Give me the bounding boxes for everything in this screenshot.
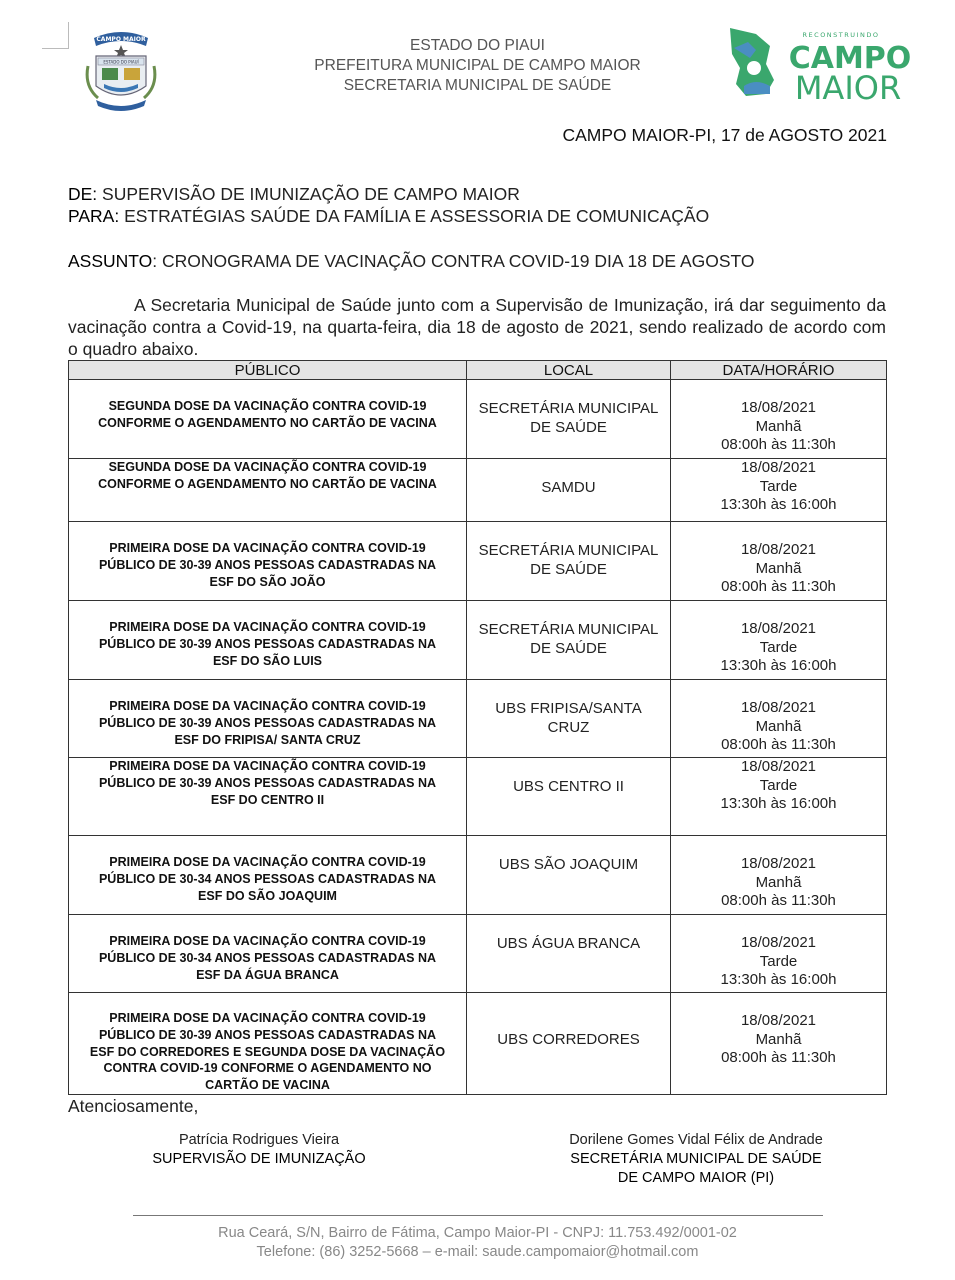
- cell-publico: [69, 601, 467, 680]
- publico-line: PRIMEIRA DOSE DA VACINAÇÃO CONTRA COVID-19: [109, 1011, 426, 1025]
- cell-date: 18/08/2021: [740, 699, 817, 716]
- local-line: UBS CENTRO II: [513, 778, 624, 795]
- cell-publico: [69, 836, 467, 915]
- header-state: ESTADO DO PIAUI: [410, 37, 545, 54]
- de-line: [68, 184, 520, 205]
- cell-local: [467, 915, 671, 993]
- publico-line: ESF DO SÃO JOÃO: [209, 574, 326, 589]
- local-line: SAMDU: [541, 479, 596, 496]
- cell-time: 13:30h às 16:00h: [720, 496, 837, 513]
- document-date: CAMPO MAIOR-PI, 17 de AGOSTO 2021: [562, 125, 887, 145]
- table-row: [69, 380, 887, 459]
- publico-line: CONFORME O AGENDAMENTO NO CARTÃO DE VACINA: [98, 415, 437, 430]
- publico-line: PRIMEIRA DOSE DA VACINAÇÃO CONTRA COVID-19: [109, 855, 426, 869]
- cell-period: Tarde: [759, 477, 798, 495]
- publico-line: ESF DA ÁGUA BRANCA: [196, 967, 339, 982]
- header-data-horario: DATA/HORÁRIO: [671, 361, 887, 380]
- local-line: SECRETÁRIA MUNICIPAL: [478, 621, 659, 638]
- table-row: [69, 601, 887, 680]
- table-header-row: [69, 361, 887, 380]
- cell-time: 08:00h às 11:30h: [721, 736, 836, 753]
- cell-date: 18/08/2021: [740, 758, 817, 775]
- cell-publico: [69, 680, 467, 758]
- publico-line: ESF DO CENTRO II: [210, 792, 325, 807]
- signature-name: Patrícia Rodrigues Vieira: [178, 1132, 340, 1148]
- local-line: DE SAÚDE: [530, 561, 607, 578]
- cell-publico: [69, 380, 467, 459]
- publico-line: CONTRA COVID-19 CONFORME O AGENDAMENTO NO: [103, 1061, 432, 1076]
- vaccination-schedule-table: [68, 360, 887, 1095]
- assunto-label: ASSUNTO: [68, 251, 153, 271]
- cell-data-horario: [671, 993, 887, 1095]
- local-line: CRUZ: [547, 719, 590, 736]
- publico-line: PÚBLICO DE 30-39 ANOS PESSOAS CADASTRADAS NA: [98, 557, 437, 572]
- publico-line: CARTÃO DE VACINA: [205, 1078, 330, 1093]
- cell-period: Tarde: [759, 952, 798, 970]
- publico-line: PÚBLICO DE 30-39 ANOS PESSOAS CADASTRADAS NA: [98, 1027, 437, 1042]
- para-line: [68, 206, 709, 227]
- local-line: DE SAÚDE: [530, 640, 607, 657]
- footer-contact: Telefone: (86) 3252-5668 – e-mail: saude.campomaior@hotmail.com: [256, 1244, 699, 1260]
- cell-date: 18/08/2021: [740, 541, 817, 558]
- publico-line: PRIMEIRA DOSE DA VACINAÇÃO CONTRA COVID-19: [109, 759, 426, 773]
- publico-line: PRIMEIRA DOSE DA VACINAÇÃO CONTRA COVID-19: [109, 934, 426, 948]
- cell-publico: [69, 459, 467, 522]
- cell-period: Manhã: [755, 417, 802, 435]
- cell-data-horario: [671, 459, 887, 522]
- para-value: ESTRATÉGIAS SAÚDE DA FAMÍLIA E ASSESSORIA DE COMUNICAÇÃO: [119, 206, 710, 226]
- cell-local: [467, 380, 671, 459]
- table-row: [69, 993, 887, 1095]
- closing: Atenciosamente,: [68, 1096, 199, 1116]
- cell-data-horario: [671, 836, 887, 915]
- cell-date: 18/08/2021: [740, 399, 817, 416]
- body-text: A Secretaria Municipal de Saúde junto com a Supervisão de Imunização, irá dar seguimento da vacinação contra a Covid-19, na quarta-feira, dia 18 de agosto de 2021, sendo realizado de acordo com o quadro abaixo.: [68, 295, 886, 359]
- cell-period: Tarde: [759, 776, 798, 794]
- logo-word-maior: MAIOR: [794, 69, 902, 104]
- cell-date: 18/08/2021: [740, 855, 817, 872]
- logo-word-campo: CAMPO: [788, 41, 912, 76]
- footer-divider: [133, 1215, 823, 1216]
- cell-local: [467, 758, 671, 836]
- publico-line: ESF DO CORREDORES E SEGUNDA DOSE DA VACINAÇÃO: [89, 1044, 446, 1059]
- cell-date: 18/08/2021: [740, 620, 817, 637]
- para-label: PARA:: [68, 206, 120, 226]
- table-row: [69, 836, 887, 915]
- cell-period: Manhã: [755, 559, 802, 577]
- signature-role: DE CAMPO MAIOR (PI): [617, 1170, 775, 1186]
- cell-local: [467, 601, 671, 680]
- local-line: DE SAÚDE: [530, 419, 607, 436]
- local-line: UBS CORREDORES: [497, 1031, 640, 1048]
- publico-line: ESF DO FRIPISA/ SANTA CRUZ: [174, 732, 361, 747]
- cell-period: Manhã: [755, 1030, 802, 1048]
- local-line: SECRETÁRIA MUNICIPAL: [478, 542, 659, 559]
- publico-line: PÚBLICO DE 30-39 ANOS PESSOAS CADASTRADAS NA: [98, 775, 437, 790]
- assunto-value: : CRONOGRAMA DE VACINAÇÃO CONTRA COVID-19 DIA 18 DE AGOSTO: [152, 251, 755, 271]
- publico-line: SEGUNDA DOSE DA VACINAÇÃO CONTRA COVID-19: [108, 460, 427, 474]
- header-local: LOCAL: [467, 361, 671, 380]
- logo-small-text: RECONSTRUINDO: [802, 31, 880, 39]
- cell-date: 18/08/2021: [740, 934, 817, 951]
- publico-line: ESF DO SÃO LUIS: [212, 653, 323, 668]
- publico-line: PÚBLICO DE 30-39 ANOS PESSOAS CADASTRADAS NA: [98, 636, 437, 651]
- publico-line: ESF DO SÃO JOAQUIM: [198, 888, 337, 903]
- cell-local: [467, 522, 671, 601]
- cell-data-horario: [671, 601, 887, 680]
- cell-local: [467, 680, 671, 758]
- assunto-line: [68, 251, 755, 272]
- publico-line: PRIMEIRA DOSE DA VACINAÇÃO CONTRA COVID-19: [109, 699, 426, 713]
- table-row: [69, 758, 887, 836]
- cell-time: 08:00h às 11:30h: [721, 436, 836, 453]
- cell-publico: [69, 522, 467, 601]
- table-row: [69, 459, 887, 522]
- cell-period: Manhã: [755, 873, 802, 891]
- cell-time: 08:00h às 11:30h: [721, 578, 836, 595]
- publico-line: SEGUNDA DOSE DA VACINAÇÃO CONTRA COVID-19: [108, 399, 427, 413]
- cell-date: 18/08/2021: [740, 1012, 817, 1029]
- campo-maior-logo-icon: [726, 24, 916, 104]
- publico-line: CONFORME O AGENDAMENTO NO CARTÃO DE VACINA: [98, 476, 437, 491]
- signature-secretaria: [536, 1131, 856, 1188]
- cell-data-horario: [671, 915, 887, 993]
- header-secretaria: SECRETARIA MUNICIPAL DE SAÚDE: [343, 77, 612, 94]
- cell-data-horario: [671, 522, 887, 601]
- publico-line: PÚBLICO DE 30-39 ANOS PESSOAS CADASTRADAS NA: [98, 715, 437, 730]
- cell-period: Tarde: [759, 638, 798, 656]
- cell-data-horario: [671, 380, 887, 459]
- local-line: UBS ÁGUA BRANCA: [496, 935, 641, 952]
- cell-local: [467, 459, 671, 522]
- publico-line: PRIMEIRA DOSE DA VACINAÇÃO CONTRA COVID-19: [109, 620, 426, 634]
- publico-line: PRIMEIRA DOSE DA VACINAÇÃO CONTRA COVID-19: [109, 541, 426, 555]
- cell-period: Manhã: [755, 717, 802, 735]
- header-prefeitura: PREFEITURA MUNICIPAL DE CAMPO MAIOR: [314, 57, 641, 74]
- publico-line: PÚBLICO DE 30-34 ANOS PESSOAS CADASTRADAS NA: [98, 950, 437, 965]
- header-publico: PÚBLICO: [69, 361, 467, 380]
- cell-time: 13:30h às 16:00h: [720, 657, 837, 674]
- cell-time: 13:30h às 16:00h: [720, 971, 837, 988]
- cell-time: 08:00h às 11:30h: [721, 892, 836, 909]
- table-row: [69, 522, 887, 601]
- cell-publico: [69, 758, 467, 836]
- cell-local: [467, 836, 671, 915]
- cell-local: [467, 993, 671, 1095]
- local-line: UBS FRIPISA/SANTA: [495, 700, 642, 717]
- publico-line: PÚBLICO DE 30-34 ANOS PESSOAS CADASTRADAS NA: [98, 871, 437, 886]
- cell-time: 08:00h às 11:30h: [721, 1049, 836, 1066]
- signature-name: Dorilene Gomes Vidal Félix de Andrade: [569, 1132, 823, 1148]
- body-paragraph: [68, 294, 886, 360]
- signature-role: SECRETÁRIA MUNICIPAL DE SAÚDE: [570, 1151, 822, 1167]
- signature-role: SUPERVISÃO DE IMUNIZAÇÃO: [152, 1151, 366, 1167]
- local-line: UBS SÃO JOAQUIM: [498, 856, 639, 873]
- crest-band-text: ESTADO DO PIAUÍ: [103, 59, 139, 65]
- cell-data-horario: [671, 680, 887, 758]
- cell-publico: [69, 915, 467, 993]
- document-footer: [0, 1224, 955, 1262]
- footer-address: Rua Ceará, S/N, Bairro de Fátima, Campo Maior-PI - CNPJ: 11.753.492/0001-02: [218, 1225, 737, 1241]
- cell-date: 18/08/2021: [740, 459, 817, 476]
- cell-data-horario: [671, 758, 887, 836]
- cell-publico: [69, 993, 467, 1095]
- table-row: [69, 680, 887, 758]
- crest-top-text: CAMPO MAIOR: [96, 36, 146, 43]
- de-value: SUPERVISÃO DE IMUNIZAÇÃO DE CAMPO MAIOR: [97, 184, 520, 204]
- de-label: DE:: [68, 184, 98, 204]
- local-line: SECRETÁRIA MUNICIPAL: [478, 400, 659, 417]
- table-row: [69, 915, 887, 993]
- signature-supervisao: [128, 1131, 390, 1169]
- cell-time: 13:30h às 16:00h: [720, 795, 837, 812]
